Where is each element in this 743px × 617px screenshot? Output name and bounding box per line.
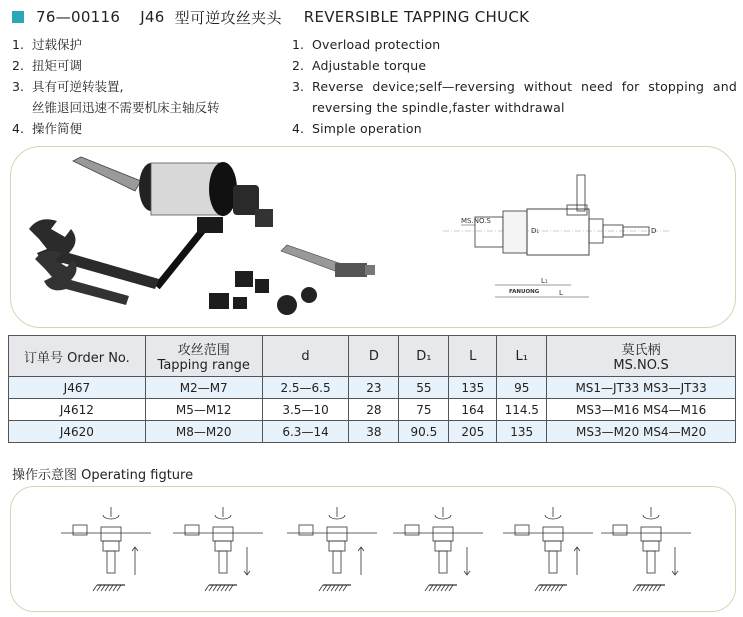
col-L1: L₁ — [497, 336, 547, 377]
feature-zh-item: 2. 扭矩可调 — [12, 58, 83, 73]
drawing-label-ms: MS.NO.S — [461, 217, 491, 225]
drawing-label-d: D — [651, 227, 657, 235]
operating-step-figure — [393, 507, 483, 591]
feature-zh-item-continued: 丝锥退回迅速不需要机床主轴反转 — [32, 100, 220, 115]
taper-shank — [281, 245, 375, 277]
feature-zh-item: 3. 具有可逆转装置, — [12, 79, 124, 94]
operating-step-figure — [287, 507, 377, 591]
product-image-panel — [10, 146, 736, 328]
tap-collets — [209, 271, 317, 315]
drawing-label-l: L — [559, 289, 563, 297]
operating-title: 操作示意图 Operating figture — [12, 468, 194, 483]
spanners — [29, 219, 159, 305]
feature-en-item: 2. Adjustable torque — [292, 58, 427, 73]
operating-step-figure — [61, 507, 151, 591]
spec-table — [8, 335, 736, 443]
col-order: 订单号 Order No. — [9, 336, 146, 377]
col-D: D — [349, 336, 399, 377]
operating-step-figure — [503, 507, 593, 591]
col-d: d — [262, 336, 349, 377]
drawing-label-l1: L₁ — [541, 277, 548, 285]
feature-en-item: 1. Overload protection — [292, 37, 441, 52]
feature-en-item: 4. Simple operation — [292, 121, 422, 136]
feature-zh-item: 1. 过载保护 — [12, 37, 83, 52]
features-zh — [12, 34, 220, 139]
table-row: J4620 M8—M20 6.3—14 38 90.5 205 135 MS3—M20 MS4—M20 — [9, 421, 736, 443]
operating-step-figure — [601, 507, 691, 591]
drawing-label-d1: D₁ — [531, 227, 540, 235]
col-L: L — [449, 336, 497, 377]
header-accent-square — [12, 11, 24, 23]
col-D1: D₁ — [399, 336, 449, 377]
drawing-brand: FANUONG — [509, 289, 540, 295]
product-illustration — [11, 147, 735, 327]
col-range: 攻丝范围 Tapping range — [145, 336, 262, 377]
feature-en-item: 3. Reverse device;self—reversing without need for stopping and reversing the spindle,faster withdrawal — [292, 79, 737, 115]
product-title-zh: 型可逆攻丝夹头 — [174, 8, 282, 27]
features-en — [292, 34, 737, 139]
operating-figures — [11, 487, 735, 611]
col-taper: 莫氏柄 MS.NO.S — [547, 336, 736, 377]
product-title-en: REVERSIBLE TAPPING CHUCK — [303, 8, 530, 26]
technical-drawing — [443, 175, 671, 297]
product-model: J46 — [140, 8, 165, 26]
operating-step-figure — [173, 507, 263, 591]
table-row: J467 M2—M7 2.5—6.5 23 55 135 95 MS1—JT33 MS3—JT33 — [9, 377, 736, 399]
table-row: J4612 M5—M12 3.5—10 28 75 164 114.5 MS3—M16 MS4—M16 — [9, 399, 736, 421]
product-code: 76—00116 — [36, 8, 121, 26]
operating-figure-panel — [10, 486, 736, 612]
spec-table-header — [9, 336, 736, 377]
feature-zh-item: 4. 操作简便 — [12, 121, 83, 136]
page-header — [12, 6, 529, 28]
